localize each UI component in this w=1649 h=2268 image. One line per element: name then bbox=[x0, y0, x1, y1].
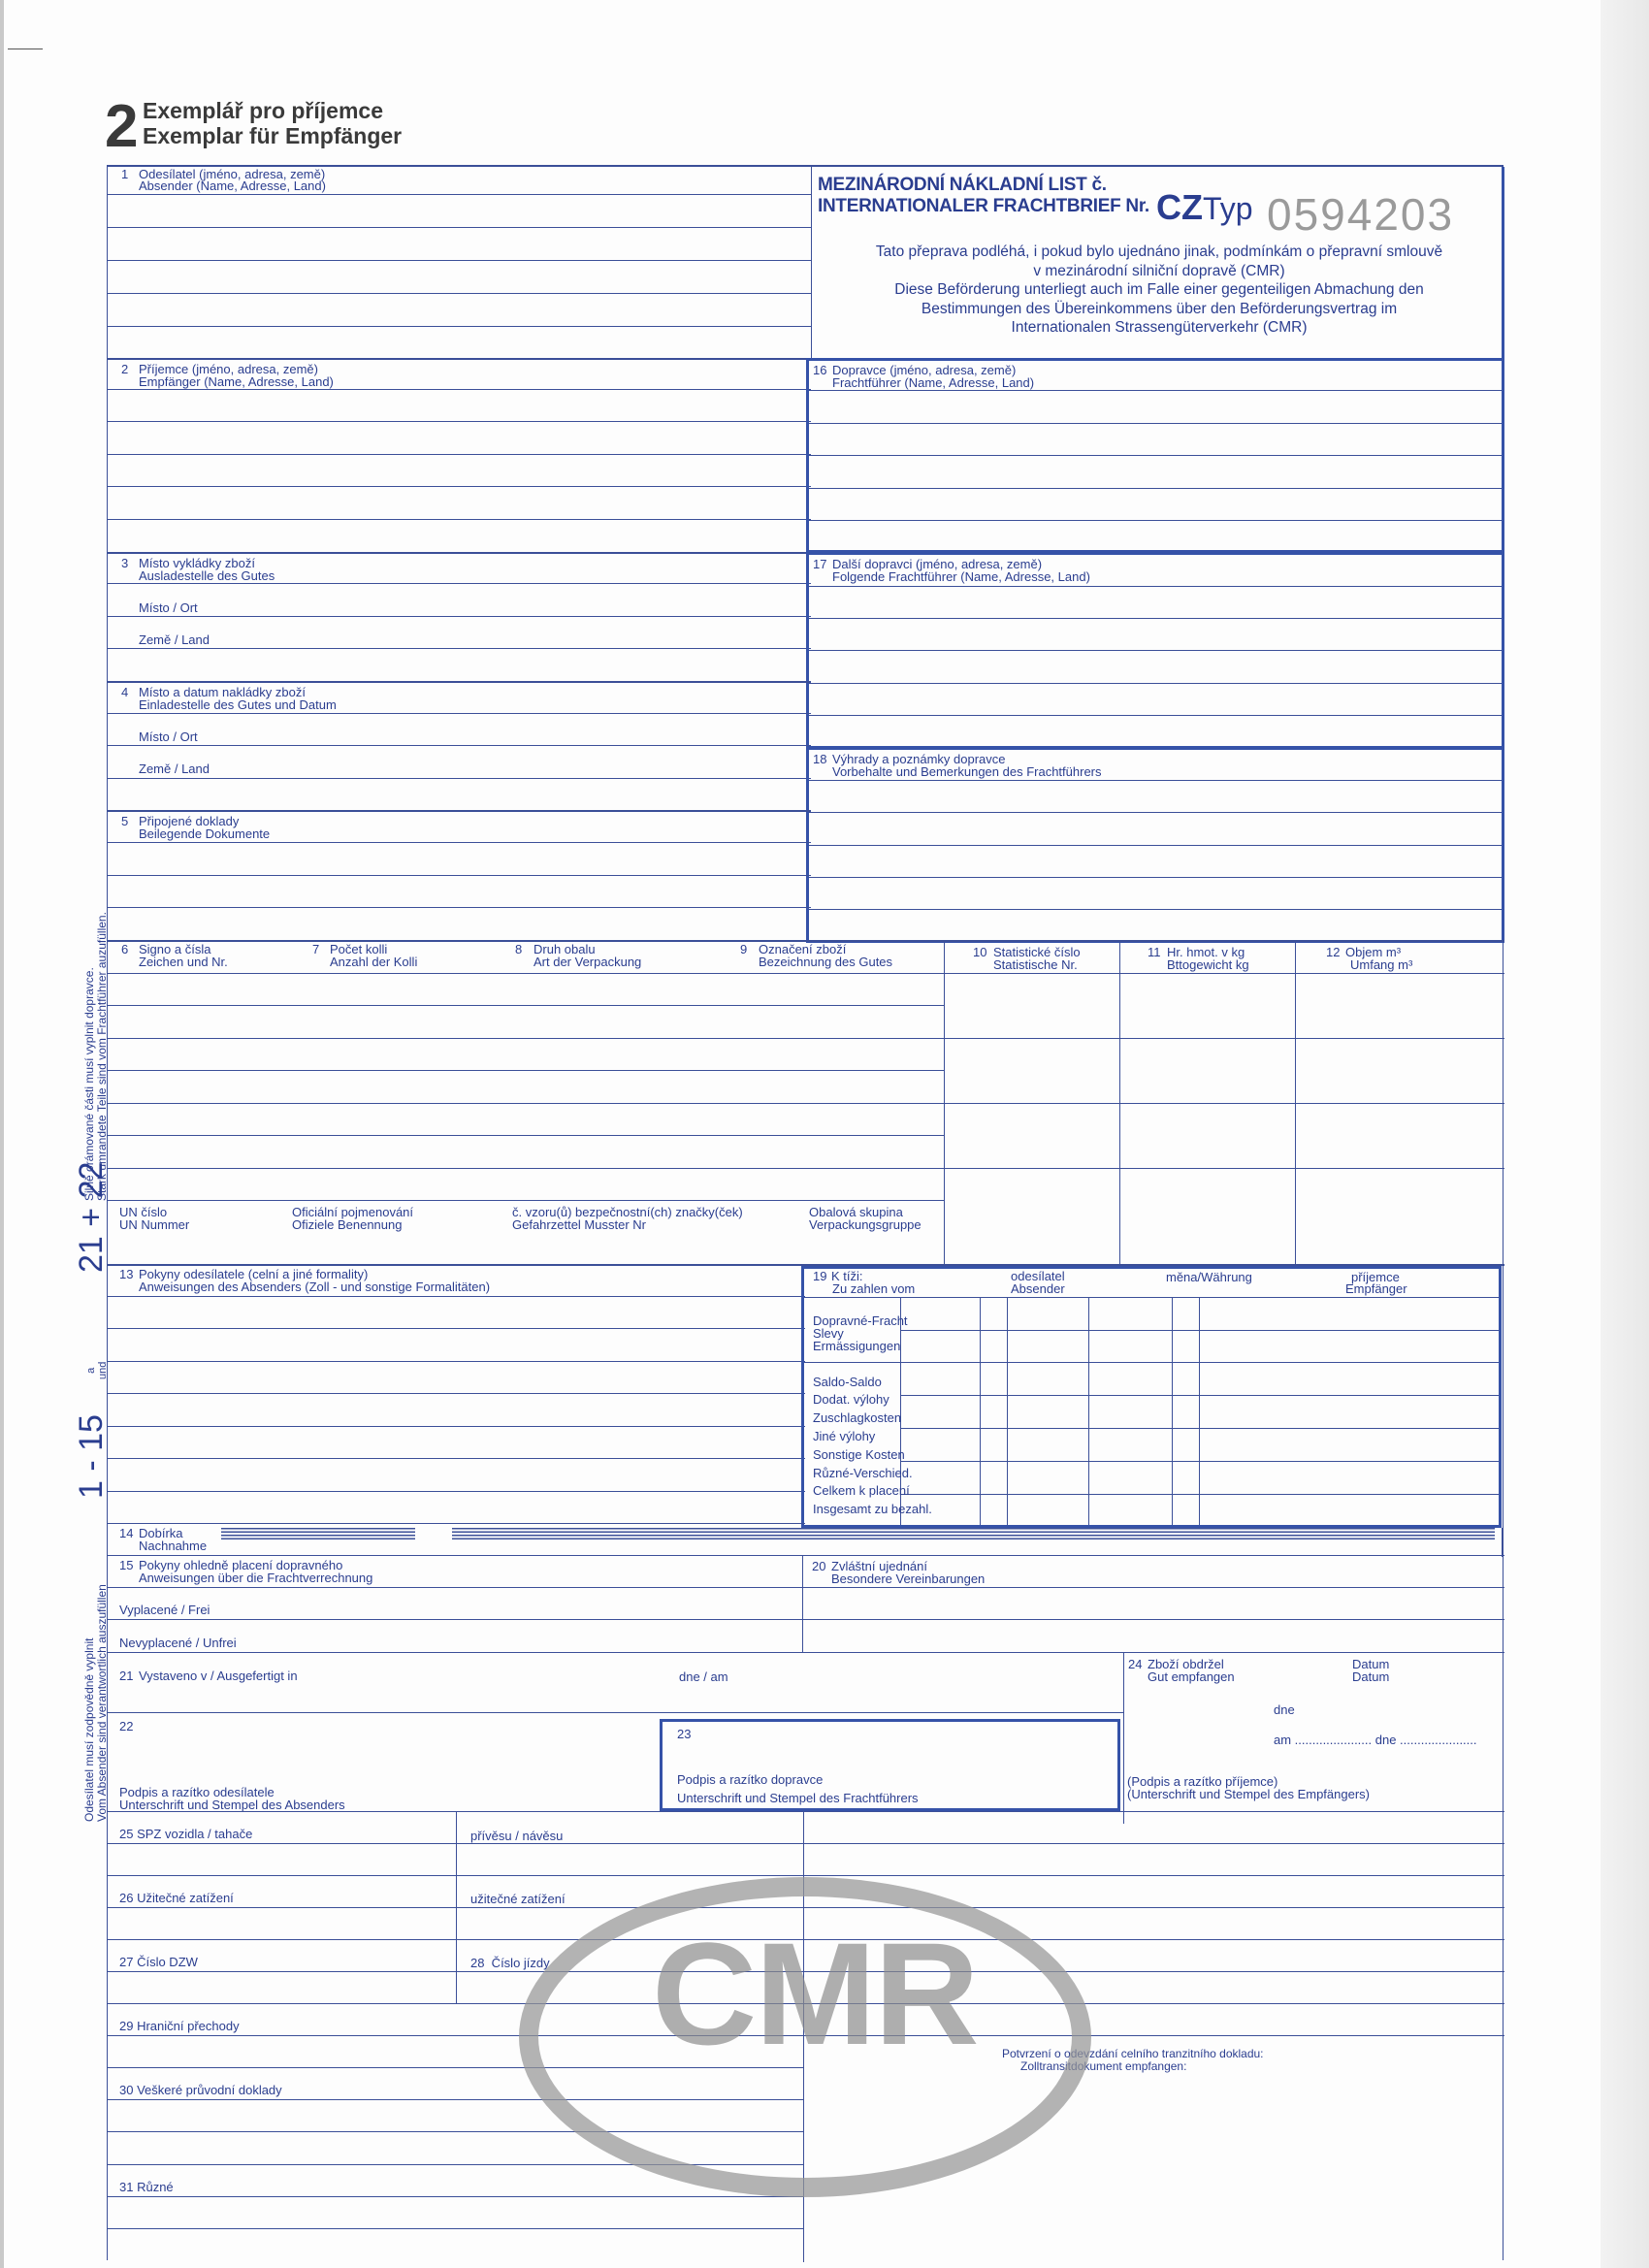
box4-label-de: Einladestelle des Gutes und Datum bbox=[139, 697, 337, 712]
box24-dne-label: dne bbox=[1274, 1702, 1295, 1717]
issued-in-input[interactable] bbox=[310, 1661, 669, 1684]
country-code: CZ bbox=[1156, 187, 1203, 227]
cmr-clause bbox=[820, 243, 1499, 338]
box31-label: 31 Různé bbox=[119, 2180, 174, 2194]
box20-label-de: Besondere Vereinbarungen bbox=[831, 1571, 986, 1586]
box15-number: 15 bbox=[119, 1558, 134, 1572]
charge-row-label: Slevy bbox=[813, 1326, 844, 1341]
box18-label-cz: Výhrady a poznámky dopravce bbox=[832, 752, 1006, 766]
box27-label: 27 Číslo DZW bbox=[119, 1955, 198, 1969]
title-de: INTERNATIONALER FRACHTBRIEF Nr. bbox=[818, 196, 1149, 216]
page-left-edge bbox=[0, 0, 4, 2268]
box15-label-cz: Pokyny ohledně placení dopravného bbox=[139, 1558, 343, 1572]
payer-sender-label-cz: odesílatel bbox=[1011, 1269, 1065, 1283]
box19-label-cz: K tíži: bbox=[831, 1269, 863, 1283]
issued-date-label: dne / am bbox=[679, 1669, 728, 1684]
box4-place-label: Místo / Ort bbox=[139, 729, 198, 744]
box29-label: 29 Hraniční přechody bbox=[119, 2019, 240, 2033]
box13-label-de: Anweisungen des Absenders (Zoll - und sonstige Formalitäten) bbox=[139, 1280, 491, 1294]
documents-attached-input[interactable] bbox=[109, 844, 807, 937]
vehicle-payload-input[interactable] bbox=[109, 1910, 453, 1937]
box9-label-de: Bezeichnung des Gutes bbox=[759, 955, 893, 969]
consignee-currency-input[interactable] bbox=[1202, 1300, 1498, 1523]
box5-number: 5 bbox=[121, 814, 129, 828]
sender-note-de: Vom Absender sind verantwortlich auszufüllen bbox=[95, 1584, 109, 1822]
miscellaneous-input[interactable] bbox=[109, 2199, 801, 2257]
box13-label-cz: Pokyny odesílatele (celní a jiné formality) bbox=[139, 1267, 369, 1281]
box3-country-label: Země / Land bbox=[139, 632, 210, 647]
box30-label: 30 Veškeré průvodní doklady bbox=[119, 2083, 282, 2097]
box3-place-label: Místo / Ort bbox=[139, 600, 198, 615]
box24-signature-label-de: (Unterschrift und Stempel des Empfängers) bbox=[1127, 1787, 1370, 1801]
charge-row-label: Ermässigungen bbox=[813, 1339, 901, 1353]
box6-label-cz: Signo a čísla bbox=[139, 942, 211, 956]
box20-number: 20 bbox=[812, 1559, 826, 1573]
box24-signature-label-cz: (Podpis a razítko příjemce) bbox=[1127, 1774, 1278, 1789]
box12-label-de: Umfang m³ bbox=[1350, 957, 1413, 972]
hazard-label-de: Gefahrzettel Musster Nr bbox=[512, 1217, 646, 1232]
box13-number: 13 bbox=[119, 1267, 134, 1281]
and-note-a: a bbox=[85, 1367, 97, 1374]
trip-number-input[interactable] bbox=[459, 1974, 800, 2001]
consignee-signature-area[interactable] bbox=[1125, 1693, 1499, 1766]
cmr-stamp-text: CMR bbox=[652, 1912, 978, 2075]
official-name-label-de: Ofiziele Benennung bbox=[292, 1217, 403, 1232]
box14-number: 14 bbox=[119, 1526, 134, 1540]
box24-date-label-de: Datum bbox=[1352, 1669, 1390, 1684]
box23-signature-label-cz: Podpis a razítko dopravce bbox=[677, 1772, 824, 1787]
special-agreements-input[interactable] bbox=[805, 1590, 1499, 1650]
clause-line: v mezinárodní silniční dopravě (CMR) bbox=[1033, 262, 1285, 279]
hazard-label-cz: č. vzoru(ů) bezpečnostní(ch) značky(ček) bbox=[512, 1205, 743, 1219]
box20-label-cz: Zvláštní ujednání bbox=[831, 1559, 928, 1573]
box26-label: 26 Užitečné zatížení bbox=[119, 1891, 234, 1905]
accompanying-documents-input[interactable] bbox=[109, 2102, 801, 2162]
issued-date-input[interactable] bbox=[737, 1661, 1120, 1684]
cod-words-lines bbox=[452, 1528, 1495, 1541]
charge-row-label: Různé-Verschied. bbox=[813, 1466, 913, 1480]
payer-consignee-label-de: Empfänger bbox=[1345, 1281, 1407, 1296]
box8-number: 8 bbox=[515, 942, 523, 956]
box1-label-de: Absender (Name, Adresse, Land) bbox=[139, 178, 326, 193]
box2-label-de: Empfänger (Name, Adresse, Land) bbox=[139, 374, 334, 389]
currency-input[interactable] bbox=[1010, 1300, 1085, 1523]
transit-confirmation-label-de: Zolltransitdokument empfangen: bbox=[1020, 2059, 1187, 2073]
copy-title-cz: Exemplář pro příjemce bbox=[143, 98, 383, 123]
box8-label-de: Art der Verpackung bbox=[534, 955, 642, 969]
goods-description-input[interactable] bbox=[109, 976, 941, 1197]
box9-number: 9 bbox=[740, 942, 748, 956]
loading-place-input[interactable] bbox=[213, 716, 795, 743]
box18-label-de: Vorbehalte und Bemerkungen des Frachtführers bbox=[832, 764, 1102, 779]
box16-label-cz: Dopravce (jméno, adresa, země) bbox=[832, 363, 1017, 377]
box8-label-cz: Druh obalu bbox=[534, 942, 596, 956]
box6-number: 6 bbox=[121, 942, 129, 956]
box4-number: 4 bbox=[121, 685, 129, 699]
and-note-und: und bbox=[97, 1361, 109, 1379]
box22-signature-label-cz: Podpis a razítko odesílatele bbox=[119, 1785, 275, 1799]
box19-number: 19 bbox=[813, 1269, 827, 1283]
box24-number: 24 bbox=[1128, 1657, 1143, 1671]
charge-row-label: Celkem k placení bbox=[813, 1483, 910, 1498]
and-note bbox=[85, 1362, 109, 1379]
box16-label-de: Frachtführer (Name, Adresse, Land) bbox=[832, 375, 1035, 390]
box12-number: 12 bbox=[1326, 945, 1341, 959]
unloading-country-input[interactable] bbox=[213, 619, 795, 646]
currency-label: měna/Währung bbox=[1166, 1270, 1252, 1284]
box10-label-de: Statistische Nr. bbox=[993, 957, 1078, 972]
charge-row-label: Sonstige Kosten bbox=[813, 1447, 905, 1462]
box5-label-cz: Připojené doklady bbox=[139, 814, 240, 828]
clause-line: Tato přeprava podléhá, i pokud bylo ujednáno jinak, podmínkám o přepravní smlouvě bbox=[875, 243, 1443, 260]
official-name-label-cz: Oficiální pojmenování bbox=[292, 1205, 414, 1219]
box25-trailer-label: přívěsu / návěsu bbox=[470, 1829, 564, 1843]
clause-line: Diese Beförderung unterliegt auch im Falle einer gegenteiligen Abmachung den bbox=[894, 281, 1424, 298]
unloading-place-input[interactable] bbox=[213, 587, 795, 614]
box22-signature-label-de: Unterschrift und Stempel des Absenders bbox=[119, 1798, 345, 1812]
sender-note-cz: Odesílatel musí zodpovědně vyplnit bbox=[82, 1637, 96, 1822]
charge-row-label: Dodat. výlohy bbox=[813, 1392, 889, 1407]
sender-side-note bbox=[83, 1584, 109, 1822]
trailer-payload-input[interactable] bbox=[459, 1910, 800, 1937]
box2-number: 2 bbox=[121, 362, 129, 376]
volume-input[interactable] bbox=[1298, 976, 1502, 1197]
box7-label-cz: Počet kolli bbox=[330, 942, 388, 956]
gross-weight-input[interactable] bbox=[1122, 976, 1292, 1197]
un-number-label-de: UN Nummer bbox=[119, 1217, 190, 1232]
border-crossings-input[interactable] bbox=[109, 2038, 801, 2065]
charge-row-label: Insgesamt zu bezahl. bbox=[813, 1502, 932, 1516]
box1-number: 1 bbox=[121, 167, 129, 181]
box2-label-cz: Příjemce (jméno, adresa, země) bbox=[139, 362, 318, 376]
box21-number: 21 bbox=[119, 1669, 134, 1683]
box4-country-label: Země / Land bbox=[139, 761, 210, 776]
box1-label-cz: Odesílatel (jméno, adresa, země) bbox=[139, 167, 326, 181]
box24-date-label: Datum bbox=[1352, 1657, 1390, 1671]
box3-label-cz: Místo vykládky zboží bbox=[139, 556, 255, 570]
un-number-label-cz: UN číslo bbox=[119, 1205, 168, 1219]
consignee-input[interactable] bbox=[109, 391, 807, 550]
box18-number: 18 bbox=[813, 752, 827, 766]
box10-number: 10 bbox=[973, 945, 987, 959]
box19-label-de: Zu zahlen vom bbox=[832, 1281, 916, 1296]
sender-input[interactable] bbox=[109, 196, 807, 324]
loading-country-input[interactable] bbox=[213, 748, 795, 775]
box16-number: 16 bbox=[813, 363, 827, 377]
copy-number: 2 bbox=[105, 93, 139, 160]
issued-in-label: Vystaveno v / Ausgefertigt in bbox=[139, 1669, 298, 1683]
page-shadow bbox=[1600, 0, 1649, 2268]
box28-label: 28 Číslo jízdy bbox=[470, 1956, 550, 1970]
freight-unpaid-label: Nevyplacené / Unfrei bbox=[119, 1636, 237, 1650]
box24-label-cz: Zboží obdržel bbox=[1148, 1657, 1224, 1671]
box10-label-cz: Statistické číslo bbox=[993, 945, 1081, 959]
successive-carriers-input[interactable] bbox=[811, 588, 1500, 745]
vehicle-plate-input[interactable] bbox=[109, 1846, 453, 1873]
document-number: 0594203 bbox=[1267, 189, 1455, 240]
carrier-input[interactable] bbox=[811, 392, 1500, 549]
dzw-number-input[interactable] bbox=[109, 1974, 453, 2001]
box9-label-cz: Označení zboží bbox=[759, 942, 847, 956]
box14-label-cz: Dobírka bbox=[139, 1526, 183, 1540]
copy-title-de: Exemplar für Empfänger bbox=[143, 123, 403, 148]
clause-line: Internationalen Strassengüterverkehr (CMR) bbox=[1011, 319, 1308, 336]
sender-charges-input[interactable] bbox=[903, 1300, 977, 1523]
sender-fields-range: 1 - 15 bbox=[73, 1414, 110, 1499]
box11-label-de: Bttogewicht kg bbox=[1167, 957, 1249, 972]
sender-instructions-input[interactable] bbox=[109, 1298, 801, 1519]
consignee-charges-input[interactable] bbox=[1091, 1300, 1169, 1523]
payer-sender-label-de: Absender bbox=[1011, 1281, 1065, 1296]
clause-line: Bestimmungen des Übereinkommens über den Beförderungsvertrag im bbox=[921, 300, 1398, 317]
box23-number: 23 bbox=[677, 1727, 692, 1741]
box3-label-de: Ausladestelle des Gutes bbox=[139, 568, 275, 583]
freight-paid-input[interactable] bbox=[252, 1591, 795, 1616]
cod-amount-input[interactable] bbox=[223, 1525, 413, 1546]
freight-paid-label: Vyplacené / Frei bbox=[119, 1603, 210, 1617]
box17-label-de: Folgende Frachtführer (Name, Adresse, Land) bbox=[832, 569, 1090, 584]
charge-row-label: Zuschlagkosten bbox=[813, 1410, 902, 1425]
title-cz: MEZINÁRODNÍ NÁKLADNÍ LIST č. bbox=[818, 175, 1107, 195]
box22-number: 22 bbox=[119, 1719, 134, 1733]
box24-am-dne-label: am ...................... dne ...................... bbox=[1274, 1733, 1477, 1747]
charge-row-label: Saldo-Saldo bbox=[813, 1375, 882, 1389]
box4-label-cz: Místo a datum nakládky zboží bbox=[139, 685, 306, 699]
box11-number: 11 bbox=[1148, 945, 1161, 959]
box26-trailer-label: užitečné zatížení bbox=[470, 1892, 566, 1906]
freight-unpaid-input[interactable] bbox=[252, 1623, 795, 1648]
box7-number: 7 bbox=[312, 942, 320, 956]
sender-signature-area[interactable] bbox=[109, 1736, 652, 1783]
carrier-side-note bbox=[83, 912, 109, 1201]
box17-label-cz: Další dopravci (jméno, adresa, země) bbox=[832, 557, 1043, 571]
trailer-plate-input[interactable] bbox=[459, 1846, 800, 1873]
box7-label-de: Anzahl der Kolli bbox=[330, 955, 418, 969]
carrier-signature-area[interactable] bbox=[669, 1741, 1111, 1770]
charge-row-label: Dopravné-Fracht bbox=[813, 1313, 908, 1328]
box6-label-de: Zeichen und Nr. bbox=[139, 955, 228, 969]
packing-group-label-de: Verpackungsgruppe bbox=[809, 1217, 922, 1232]
box12-label-cz: Objem m³ bbox=[1345, 945, 1402, 959]
payer-consignee-label-cz: příjemce bbox=[1351, 1270, 1400, 1284]
box15-label-de: Anweisungen über die Frachtverrechnung bbox=[139, 1571, 373, 1585]
sender-fields-extra: 21 + 22 bbox=[73, 1161, 110, 1273]
box5-label-de: Beilegende Dokumente bbox=[139, 826, 271, 841]
box3-number: 3 bbox=[121, 556, 129, 570]
carrier-note-de: Stark umrandete Teile sind vom Frachtführer auzufüllen. bbox=[95, 912, 109, 1201]
type-label: Typ bbox=[1203, 191, 1253, 226]
statistical-number-input[interactable] bbox=[947, 976, 1116, 1197]
carrier-note-cz: Silně orámované části musí vyplnit dopravce. bbox=[82, 967, 96, 1201]
carrier-reservations-input[interactable] bbox=[811, 782, 1500, 939]
box25-label: 25 SPZ vozidla / tahače bbox=[119, 1827, 253, 1841]
box11-label-cz: Hr. hmot. v kg bbox=[1167, 945, 1245, 959]
transit-confirmation-label-cz: Potvrzení o odevzdání celního tranzitního dokladu: bbox=[1002, 2047, 1264, 2060]
box23-signature-label-de: Unterschrift und Stempel des Frachtführers bbox=[677, 1791, 919, 1805]
box17-number: 17 bbox=[813, 557, 827, 571]
box24-label-de: Gut empfangen bbox=[1148, 1669, 1235, 1684]
box14-label-de: Nachnahme bbox=[139, 1539, 208, 1553]
packing-group-label-cz: Obalová skupina bbox=[809, 1205, 903, 1219]
charge-row-label: Jiné výlohy bbox=[813, 1429, 876, 1443]
